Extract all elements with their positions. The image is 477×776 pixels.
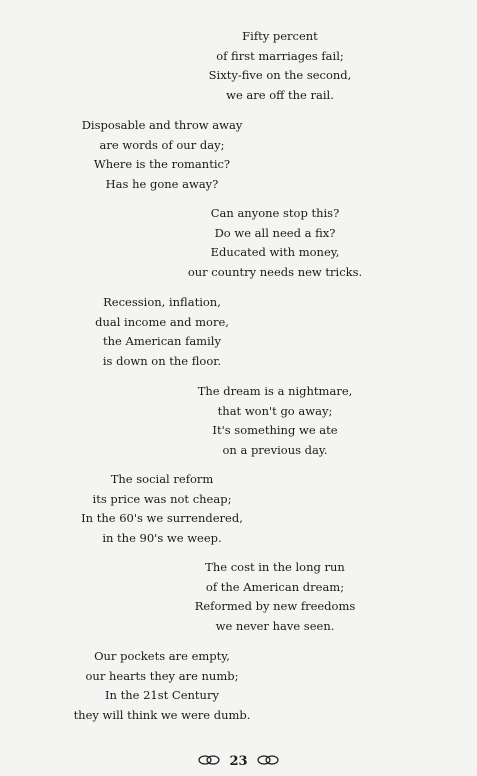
stanza-line: Do we all need a fix? <box>214 225 336 240</box>
stanza-7 <box>175 558 375 636</box>
stanza-6 <box>62 470 262 548</box>
stanza-line: we are off the rail. <box>226 87 334 102</box>
stanza-line: on a previous day. <box>222 442 328 457</box>
stanza-line: is down on the floor. <box>102 353 222 368</box>
stanza-line: It's something we ate <box>212 423 338 437</box>
stanza-line: The social reform <box>110 472 214 486</box>
stanza-2 <box>62 116 262 194</box>
stanza-line: Disposable and throw away <box>81 118 243 132</box>
stanza-line: The dream is a nightmare, <box>197 384 353 398</box>
stanza-line: In the 21st Century <box>105 688 219 702</box>
stanza-4 <box>62 293 262 371</box>
stanza-3 <box>175 204 375 282</box>
stanza-line: Where is the romantic? <box>93 157 231 171</box>
stanza-line: of first marriages fail; <box>216 48 344 63</box>
stanza-line: Our pockets are empty, <box>94 649 230 663</box>
stanza-line: we never have seen. <box>215 618 335 633</box>
page-footer <box>0 754 477 771</box>
stanza-line: are words of our day; <box>99 137 225 152</box>
stanza-line: dual income and more, <box>95 314 229 329</box>
stanza-line: our hearts they are numb; <box>85 668 239 683</box>
stanza-line: that won't go away; <box>217 403 333 418</box>
stanza-line: In the 60's we surrendered, <box>81 511 243 525</box>
stanza-line: the American family <box>103 334 221 348</box>
page-number: 23 <box>229 754 248 769</box>
stanza-line: Can anyone stop this? <box>210 206 340 220</box>
stanza-line: Has he gone away? <box>105 176 219 191</box>
stanza-line: Educated with money, <box>210 245 340 259</box>
stanza-line: in the 90's we weep. <box>102 530 222 545</box>
stanza-1 <box>180 27 380 105</box>
stanza-line: our country needs new tricks. <box>187 264 363 279</box>
stanza-8 <box>62 647 262 725</box>
stanza-line: its price was not cheap; <box>92 491 232 506</box>
double-ring-ornament-icon <box>257 754 279 770</box>
stanza-line: Reformed by new freedoms <box>194 599 356 613</box>
stanza-line: of the American dream; <box>205 579 345 594</box>
stanza-5 <box>175 382 375 460</box>
stanza-line: Recession, inflation, <box>103 295 221 309</box>
stanza-line: they will think we were dumb. <box>73 707 251 722</box>
double-ring-ornament-icon <box>198 754 220 770</box>
stanza-line: Sixty-five on the second, <box>208 68 352 82</box>
stanza-line: The cost in the long run <box>205 560 345 574</box>
stanza-line: Fifty percent <box>242 29 318 43</box>
